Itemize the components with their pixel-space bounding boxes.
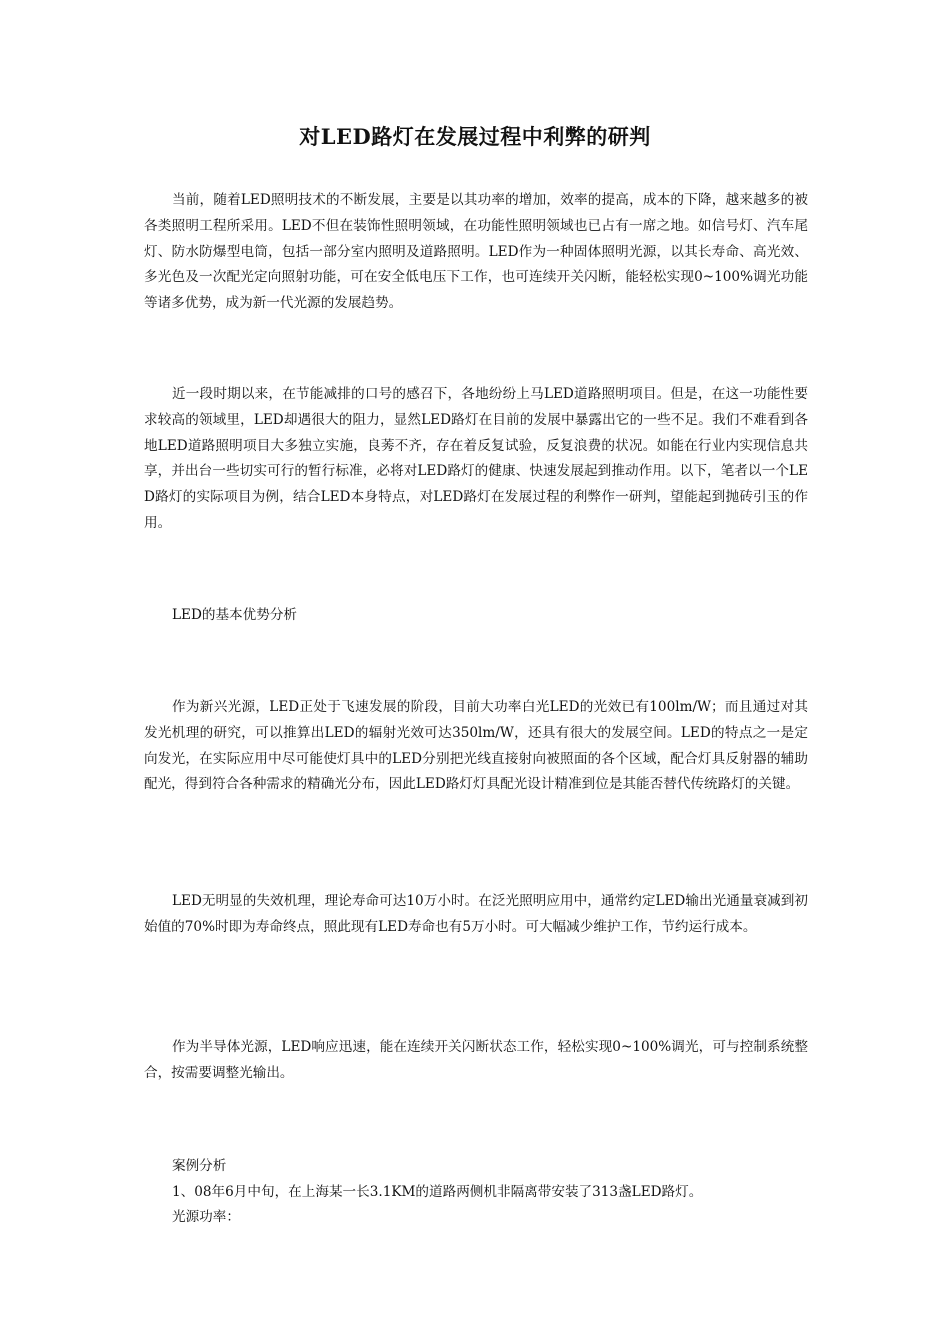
document-title: 对LED路灯在发展过程中利弊的研判 [299,124,651,149]
paragraph-intro: 当前，随着LED照明技术的不断发展，主要是以其功率的增加，效率的提高，成本的下降，越来越多的被各类照明工程所采用。LED不但在装饰性照明领域，在功能性照明领域也已占有一席之地。如信号灯、汽车尾灯、防水防爆型电筒，包括一部分室内照明及道路照明。LED作为一种固体照明光源，以其长寿命、高光效、多光色及一次配光定向照射功能，可在安全低电压下工作，也可连续开关闪断，能轻松实现0~100%调光功能等诸多优势，成为新一代光源的发展趋势。 [144,192,808,312]
paragraph-background: 近一段时期以来，在节能减排的口号的感召下，各地纷纷上马LED道路照明项目。但是，在这一功能性要求较高的领域里，LED却遇很大的阻力，显然LED路灯在目前的发展中暴露出它的一些不足。我们不难看到各地LED道路照明项目大多独立实施，良莠不齐，存在着反复试验，反复浪费的状况。如能在行业内实现信息共享，并出台一些切实可行的暂行标准，必将对LED路灯的健康、快速发展起到推动作用。以下，笔者以一个LED路灯的实际项目为例，结合LED本身特点，对LED路灯在发展过程的利弊作一研判，望能起到抛砖引玉的作用。 [144,386,808,531]
case-item-1: 1、08年6月中旬，在上海某一长3.1KM的道路两侧机非隔离带安装了313盏LED路灯。 [172,1184,703,1200]
paragraph-dimming: 作为半导体光源，LED响应迅速，能在连续开关闪断状态工作，轻松实现0~100%调光，可与控制系统整合，按需要调整光输出。 [144,1039,808,1081]
section-heading: LED的基本优势分析 [172,607,298,623]
paragraph-efficacy: 作为新兴光源，LED正处于飞速发展的阶段，目前大功率白光LED的光效已有100lm/W；而且通过对其发光机理的研究，可以推算出LED的辐射光效可达350lm/W，还具有很大的发展空间。LED的特点之一是定向发光，在实际应用中尽可能使灯具中的LED分别把光线直接射向被照面的各个区域，配合灯具反射器的辅助配光，得到符合各种需求的精确光分布，因此LED路灯灯具配光设计精准到位是其能否替代传统路灯的关键。 [144,699,808,793]
case-item-2: 光源功率： [172,1209,240,1225]
paragraph-lifetime: LED无明显的失效机理，理论寿命可达10万小时。在泛光照明应用中，通常约定LED输出光通量衰减到初始值的70%时即为寿命终点，照此现有LED寿命也有5万小时。可大幅减少维护工作，节约运行成本。 [144,893,808,935]
case-heading: 案例分析 [172,1158,227,1174]
